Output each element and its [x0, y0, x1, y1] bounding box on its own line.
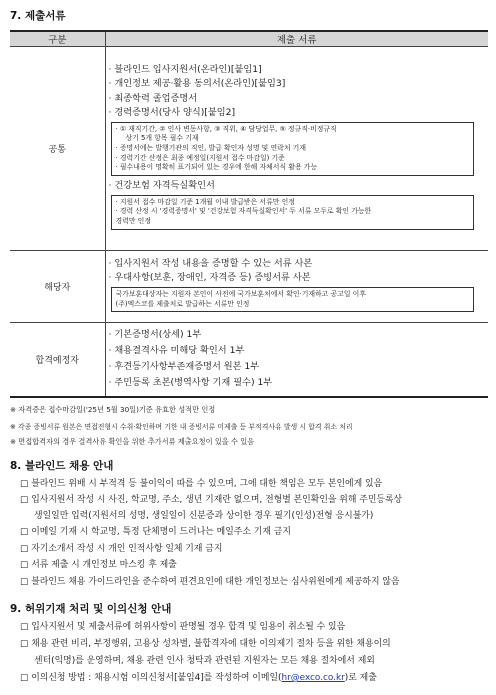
table-row [10, 323, 488, 397]
table-row [10, 251, 488, 323]
note-line: 상기 5개 항목 필수 기재 [125, 134, 199, 143]
objection-method-suffix: )로 제출 [344, 673, 377, 683]
objection-method-line [20, 670, 377, 683]
list-item: · 블라인드 입사지원서(온라인)[붙임1] [108, 64, 262, 76]
note-line: · ① 재직기간, ② 인사 변동사항, ③ 직위, ④ 담당업무, ⑤ 정규직·비정규직 [115, 124, 337, 133]
bullet-item: □ 이메일 기재 시 학교명, 특정 단체명이 드러나는 메일주소 기재 금지 [20, 527, 291, 537]
bullet-item: □ 블라인드 위배 시 부적격 등 불이익이 따를 수 있으며, 그에 대한 책임은 모두 본인에게 있음 [20, 479, 383, 489]
section-7-title: 7. 제출서류 [10, 10, 66, 22]
section-9-title: 9. 허위기재 처리 및 이의신청 안내 [10, 603, 172, 615]
email-link[interactable]: hr@exco.co.kr [281, 673, 345, 683]
bullet-item: □ 입사지원서 작성 시 사진, 학교명, 주소, 생년 기재란 없으며, 전형별 본인확인을 위해 주민등록상 [20, 495, 403, 505]
bullet-continuation: 생일일만 입력(지원서의 성명, 생일일이 신분증과 상이한 경우 필기(인성)전형 응시불가) [34, 511, 374, 521]
header-documents: 제출 서류 [105, 31, 488, 47]
bullet-item: □ 블라인드 채용 가이드라인을 준수하여 편견요인에 대한 개인정보는 심사위원에게 제공하지 않음 [20, 577, 400, 587]
note-line: 국가보훈대상자는 지원자 본인이 사전에 국가보훈처에서 확인·기재하고 공고일 이후 [115, 290, 366, 298]
row-docs-finalists [105, 323, 488, 397]
note-box [111, 195, 475, 230]
header-category: 구분 [10, 31, 105, 47]
note-line: 경력만 인정 [115, 217, 151, 226]
note-line: · 증명서에는 발행기관의 직인, 발급 확인자 성명 및 연락처 기재 [115, 143, 306, 152]
note-line: · 경력 산정 시 '경력증명서' 및 '건강보험 자격득실확인서' 두 서류 모두로 확인 가능한 [115, 207, 372, 216]
row-category-applicable: 해당자 [10, 251, 105, 323]
list-item: · 주민등록 초본(병역사항 기재 필수) 1부 [108, 376, 273, 388]
footnote: ※ 자격증은 접수마감일('25년 5월 30일)기준 유효한 성적만 인정 [10, 405, 216, 414]
bullet-item: □ 채용 관련 비리, 부정행위, 고용상 성차별, 불합격자에 대한 이의제기 절차 등을 위한 채용이의 [20, 639, 391, 649]
documents-table [10, 30, 488, 398]
note-line: (주)엑스코를 제출처로 발급하는 서류만 인정 [115, 299, 250, 308]
footnote: ※ 면접합격자의 경우 결격사유 확인을 위한 추가서류 제출요청이 있을 수 있음 [10, 437, 255, 446]
section-8-title: 8. 블라인드 채용 안내 [10, 460, 114, 472]
objection-method-text: □ 이의신청 방법 : 채용시험 이의신청서[붙임4]를 작성하여 이메일( [20, 673, 282, 683]
footnote: ※ 각종 증빙서류 원본은 면접전형시 수취·확인하며 기한 내 증빙서류 미제출 등 부적격사유 발생 시 합격 취소 처리 [10, 423, 353, 431]
note-line: · 필수내용이 명확히 표기되어 있는 경우에 한해 자체서식 활용 가능 [115, 163, 318, 172]
bullet-item: □ 서류 제출 시 개인정보 마스킹 후 제출 [20, 560, 177, 570]
list-item: · 개인정보 제공·활용 동의서(온라인)[붙임3] [108, 78, 286, 90]
list-item: · 채용결격사유 미해당 확인서 1부 [108, 344, 245, 356]
note-box [111, 287, 475, 312]
table-header-row [10, 31, 488, 47]
bullet-item: □ 입사지원서 및 제출서류에 허위사항이 판명될 경우 합격 및 임용이 취소될 수 있음 [20, 622, 346, 632]
row-docs-common [105, 47, 488, 251]
list-item: · 기본증명서(상세) 1부 [108, 328, 202, 340]
list-item: · 최종학력 졸업증명서 [108, 92, 198, 104]
list-item: · 건강보험 자격득실확인서 [108, 179, 215, 191]
list-item: · 경력증명서(당사 양식)[붙임2] [108, 106, 236, 118]
row-docs-applicable [105, 251, 488, 323]
row-category-finalists: 합격예정자 [10, 323, 105, 397]
bullet-continuation: 센터(익명)를 운영하며, 채용 관련 인사 청탁과 관련된 지원자는 모든 채용 절차에서 제외 [34, 656, 375, 666]
note-line: · 경력기간 산정은 최종 예정일(지원서 접수 마감일) 기준 [115, 153, 285, 162]
list-item: · 우대사항(보훈, 장애인, 자격증 등) 증빙서류 사본 [108, 271, 311, 283]
note-box [111, 122, 475, 176]
bullet-item: □ 자기소개서 작성 시 개인 인적사항 일체 기재 금지 [20, 544, 223, 554]
row-category-common: 공통 [10, 47, 105, 251]
list-item: · 후견등기사항부존재증명서 원본 1부 [108, 360, 260, 372]
note-line: · 지원서 접수 마감일 기준 1개월 이내 발급받은 서류만 인정 [115, 197, 295, 206]
list-item: · 입사지원서 작성 내용을 증명할 수 있는 서류 사본 [108, 257, 313, 269]
table-row [10, 47, 488, 251]
